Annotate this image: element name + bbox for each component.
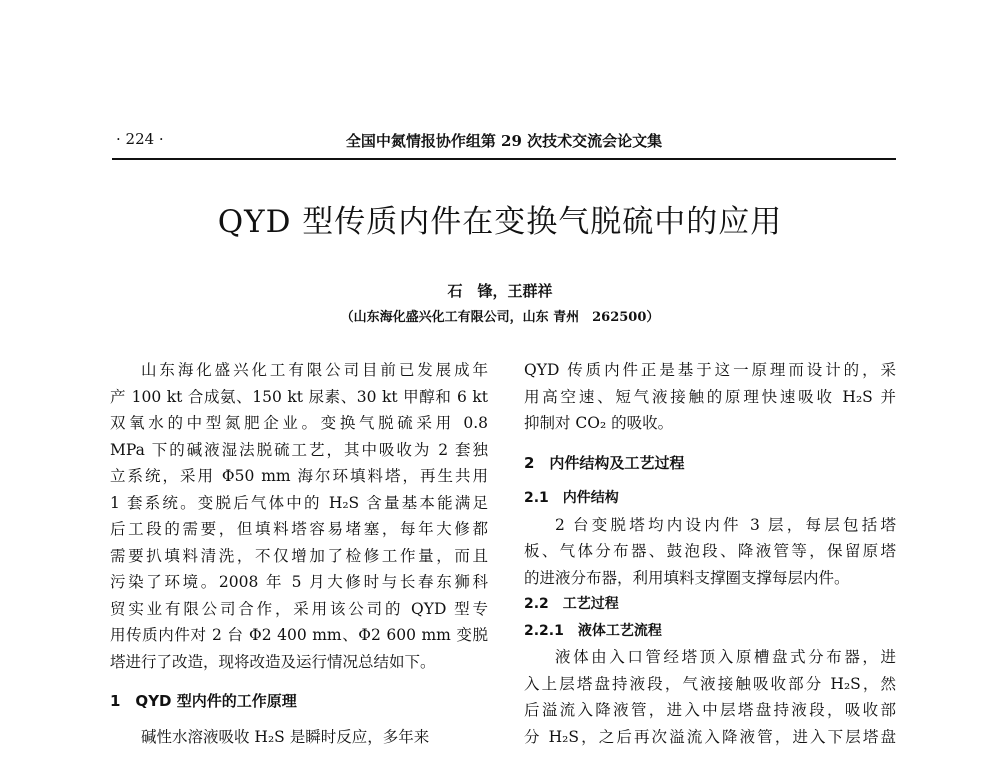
subsection-2-2-1-heading: 2.2.1 液体工艺流程	[524, 622, 662, 639]
text-line: 液体由入口管经塔顶入原槽盘式分布器，进	[555, 648, 896, 666]
text-line: 抑制对 CO₂ 的吸收。	[524, 414, 674, 432]
text-line: 用传质内件对 2 台 Φ2 400 mm、Φ2 600 mm 变脱	[110, 626, 488, 644]
text-line: 需要扒填料清洗，不仅增加了检修工作量，而且	[110, 546, 488, 565]
text-line: 的进液分布器，利用填料支撑圈支撑每层内件。	[524, 568, 850, 587]
text-line: 立系统，采用 Φ50 mm 海尔环填料塔，再生共用	[110, 467, 488, 485]
text-line: 塔进行了改造，现将改造及运行情况总结如下。	[110, 652, 436, 671]
text-line: 1 套系统。变脱后气体中的 H₂S 含量基本能满足	[110, 493, 488, 512]
text-line: 产 100 kt 合成氨、150 kt 尿素、30 kt 甲醇和 6 kt	[110, 387, 488, 406]
text-line: 后工段的需要，但填料塔容易堵塞，每年大修都	[110, 520, 488, 538]
text-line: 入上层塔盘持液段，气液接触吸收部分 H₂S，然	[524, 674, 896, 693]
text-line: 贸实业有限公司合作，采用该公司的 QYD 型专	[110, 599, 488, 618]
text-line: 板、气体分布器、鼓泡段、降液管等，保留原塔	[524, 542, 896, 560]
text-line: 双氧水的中型氮肥企业。变换气脱硫采用 0.8	[110, 414, 488, 432]
text-line: 山东海化盛兴化工有限公司目前已发展成年	[141, 361, 488, 379]
article-title: QYD 型传质内件在变换气脱硫中的应用	[217, 204, 783, 240]
page-number: · 224 ·	[116, 130, 164, 148]
text-line: 污染了环境。2008 年 5 月大修时与长春东狮科	[110, 573, 488, 591]
subsection-2-1-text	[524, 512, 896, 592]
intro-paragraph	[110, 357, 488, 675]
text-line: 用高空速、短气液接触的原理快速吸收 H₂S 并	[524, 387, 896, 406]
subsection-2-2-1-text	[524, 644, 896, 750]
left-column	[110, 357, 488, 750]
running-header	[112, 130, 896, 160]
text-line: 2 台变脱塔均内设内件 3 层，每层包括塔	[555, 515, 896, 534]
text-line: MPa 下的碱液湿法脱硫工艺，其中吸收为 2 套独	[110, 440, 488, 459]
subsection-2-2-heading: 2.2 工艺过程	[524, 596, 619, 612]
subsection-2-1-heading: 2.1 内件结构	[524, 490, 619, 506]
affiliation: （山东海化盛兴化工有限公司，山东 青州 262500）	[340, 310, 660, 325]
authors: 石 锋，王群祥	[447, 282, 553, 300]
journal-title: 全国中氮情报协作组第 29 次技术交流会论文集	[345, 132, 663, 150]
text-line: 分 H₂S，之后再次溢流入降液管，进入下层塔盘	[524, 727, 896, 746]
text-line: QYD 传质内件正是基于这一原理而设计的，采	[524, 361, 896, 379]
text-line: 后溢流入降液管，进入中层塔盘持液段，吸收部	[524, 701, 896, 719]
section-1-heading: 1 QYD 型内件的工作原理	[110, 692, 297, 710]
right-column	[524, 357, 896, 750]
continued-paragraph	[524, 357, 896, 437]
section-2-heading: 2 内件结构及工艺过程	[524, 453, 685, 472]
section-1-text: 碱性水溶液吸收 H₂S 是瞬时反应，多年来	[141, 727, 430, 746]
